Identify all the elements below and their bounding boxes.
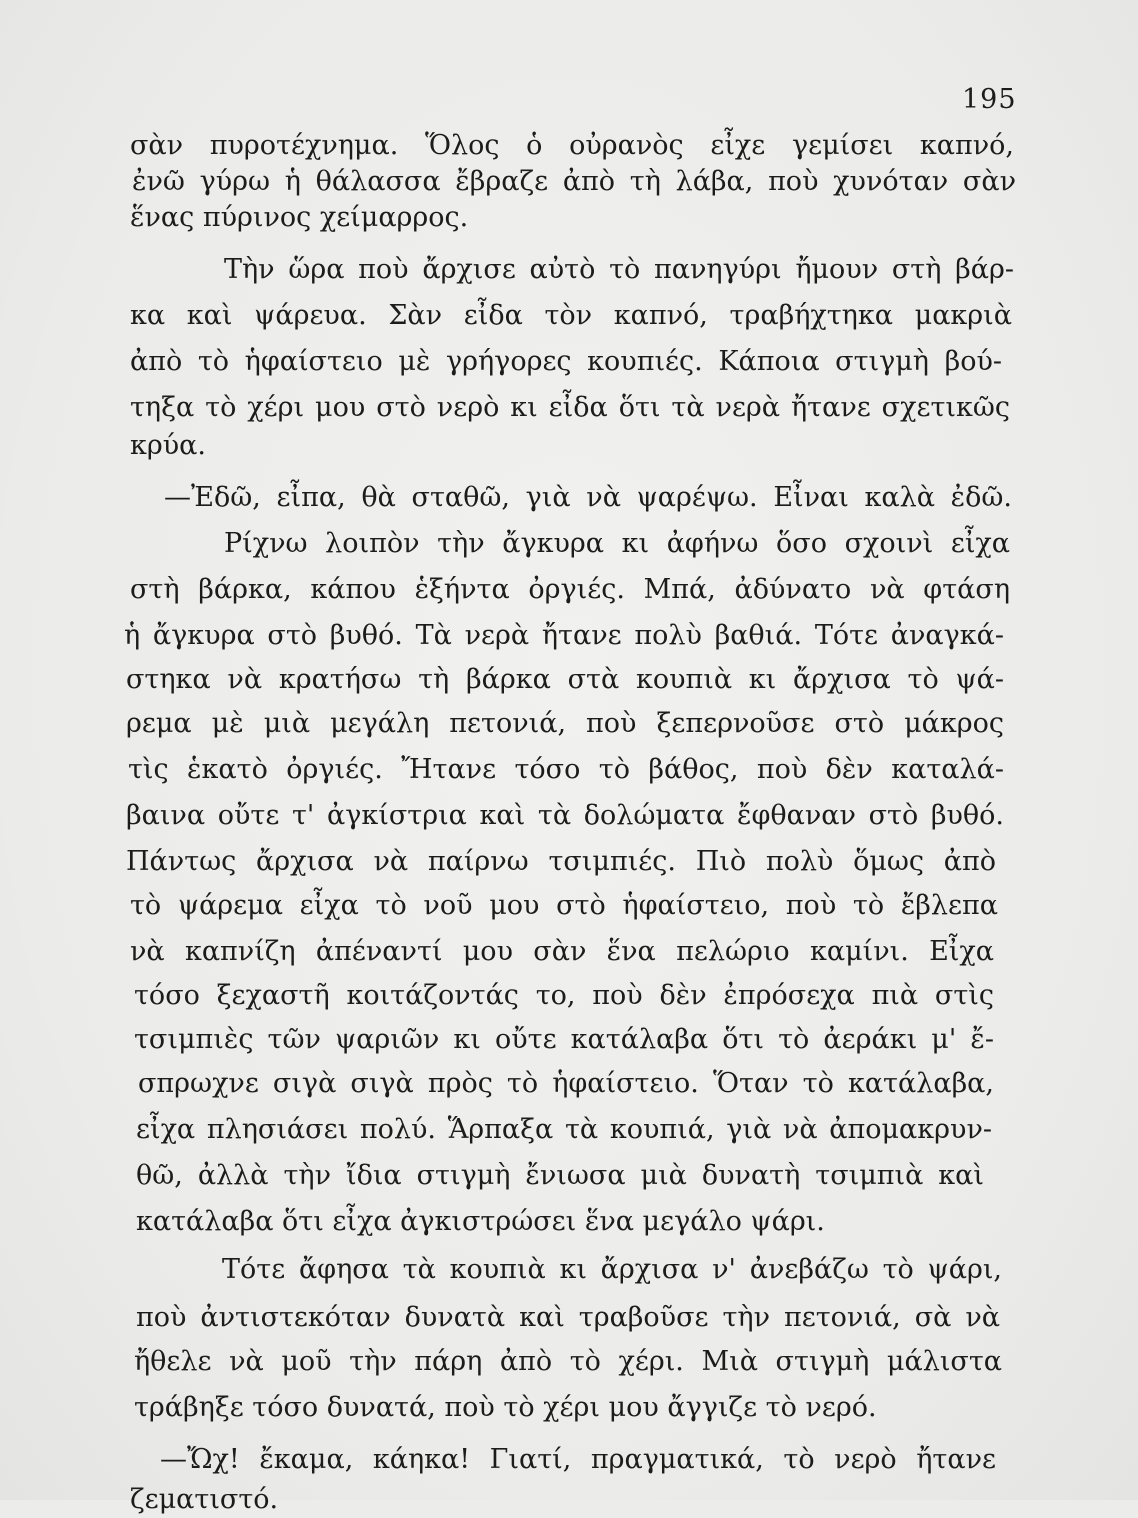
- text-line: ζεματιστό.: [130, 1484, 279, 1515]
- page-number: 195: [962, 84, 1017, 115]
- text-line: εἶχα πλησιάσει πολύ. Ἅρπαξα τὰ κουπιά, γιὰ νὰ ἀπομακρυν-: [136, 1114, 992, 1145]
- text-line: ἐνῶ γύρω ἡ θάλασσα ἔβραζε ἀπὸ τὴ λάβα, ποὺ χυνόταν σὰν: [132, 166, 1016, 197]
- text-line: τὶς ἑκατὸ ὀργιές. Ἤτανε τόσο τὸ βάθος, ποὺ δὲν καταλά-: [128, 754, 1004, 785]
- text-line: —Ὤχ! ἔκαμα, κάηκα! Γιατί, πραγματικά, τὸ νερὸ ἤτανε: [160, 1444, 996, 1475]
- text-line: —Ἐδῶ, εἶπα, θὰ σταθῶ, γιὰ νὰ ψαρέψω. Εἶναι καλὰ ἐδῶ.: [164, 482, 1012, 513]
- text-line: ἤθελε νὰ μοῦ τὴν πάρη ἀπὸ τὸ χέρι. Μιὰ στιγμὴ μάλιστα: [134, 1346, 1002, 1377]
- text-line: τόσο ξεχαστῆ κοιτάζοντάς το, ποὺ δὲν ἐπρόσεχα πιὰ στὶς: [134, 980, 994, 1011]
- text-line: ἕνας πύρινος χείμαρρος.: [130, 202, 469, 233]
- text-line: Ρίχνω λοιπὸν τὴν ἄγκυρα κι ἀφήνω ὅσο σχοινὶ εἶχα: [224, 528, 1010, 559]
- text-line: κα καὶ ψάρευα. Σὰν εἶδα τὸν καπνό, τραβήχτηκα μακριὰ: [130, 300, 1012, 331]
- text-line: θῶ, ἀλλὰ τὴν ἴδια στιγμὴ ἔνιωσα μιὰ δυνατὴ τσιμπιὰ καὶ: [136, 1160, 984, 1191]
- text-line: ποὺ ἀντιστεκόταν δυνατὰ καὶ τραβοῦσε τὴν πετονιά, σὰ νὰ: [136, 1302, 1000, 1333]
- text-line: τράβηξε τόσο δυνατά, ποὺ τὸ χέρι μου ἄγγιζε τὸ νερό.: [134, 1392, 877, 1423]
- text-line: Τὴν ὥρα ποὺ ἄρχισε αὐτὸ τὸ πανηγύρι ἤμουν στὴ βάρ-: [224, 254, 1014, 285]
- text-line: κρύα.: [130, 430, 206, 461]
- text-line: ρεμα μὲ μιὰ μεγάλη πετονιά, ποὺ ξεπερνοῦσε στὸ μάκρος: [126, 708, 1004, 739]
- text-line: τὸ ψάρεμα εἶχα τὸ νοῦ μου στὸ ἡφαίστειο, ποὺ τὸ ἔβλεπα: [130, 890, 998, 921]
- text-line: τσιμπιὲς τῶν ψαριῶν κι οὔτε κατάλαβα ὅτι τὸ ἀεράκι μ' ἔ-: [134, 1024, 994, 1055]
- text-line: σὰν πυροτέχνημα. Ὅλος ὁ οὐρανὸς εἶχε γεμίσει καπνό,: [130, 130, 1014, 161]
- text-line: βαινα οὔτε τ' ἀγκίστρια καὶ τὰ δολώματα ἔφθαναν στὸ βυθό.: [126, 800, 1004, 831]
- text-line: κατάλαβα ὅτι εἶχα ἀγκιστρώσει ἕνα μεγάλο ψάρι.: [136, 1206, 825, 1237]
- text-line: στὴ βάρκα, κάπου ἑξήντα ὀργιές. Μπά, ἀδύνατο νὰ φτάση: [130, 574, 1010, 605]
- text-line: σπρωχνε σιγὰ σιγὰ πρὸς τὸ ἡφαίστειο. Ὅταν τὸ κατάλαβα,: [138, 1068, 994, 1099]
- text-line: Πάντως ἄρχισα νὰ παίρνω τσιμπιές. Πιὸ πολὺ ὅμως ἀπὸ: [126, 846, 996, 877]
- text-line: στηκα νὰ κρατήσω τὴ βάρκα στὰ κουπιὰ κι ἄρχισα τὸ ψά-: [126, 664, 1004, 695]
- text-line: Τότε ἄφησα τὰ κουπιὰ κι ἄρχισα ν' ἀνεβάζω τὸ ψάρι,: [222, 1254, 1002, 1285]
- text-line: ἀπὸ τὸ ἡφαίστειο μὲ γρήγορες κουπιές. Κάποια στιγμὴ βού-: [130, 346, 1002, 377]
- text-line: τηξα τὸ χέρι μου στὸ νερὸ κι εἶδα ὅτι τὰ νερὰ ἤτανε σχετικῶς: [130, 392, 1010, 423]
- text-line: νὰ καπνίζη ἀπέναντί μου σὰν ἕνα πελώριο καμίνι. Εἶχα: [130, 936, 994, 967]
- text-line: ἡ ἄγκυρα στὸ βυθό. Τὰ νερὰ ἤτανε πολὺ βαθιά. Τότε ἀναγκά-: [124, 620, 1004, 651]
